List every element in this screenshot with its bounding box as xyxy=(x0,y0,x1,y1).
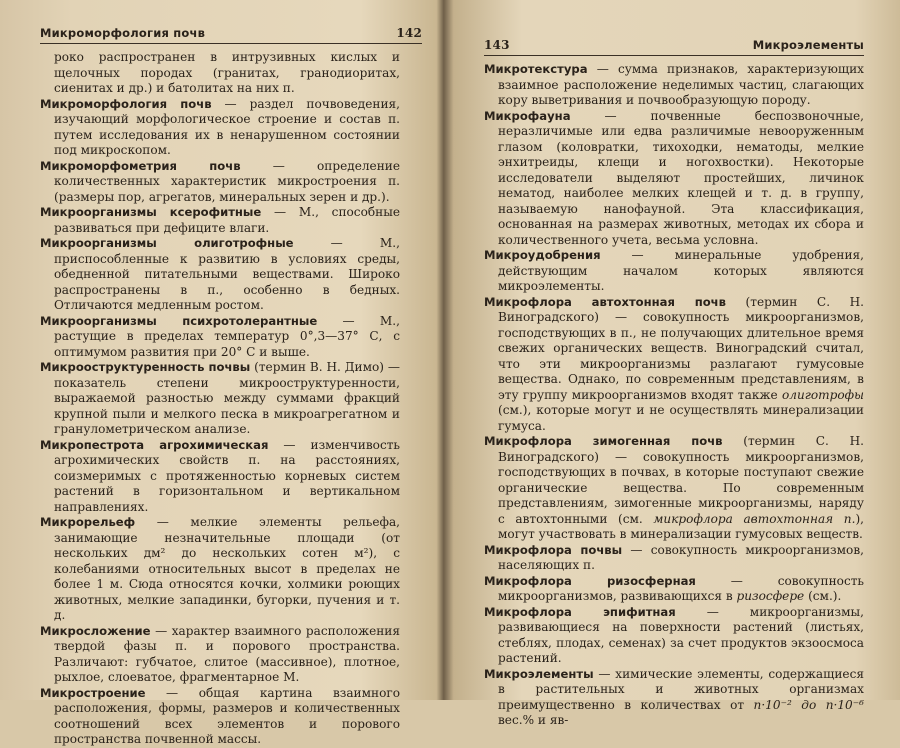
entry-definition-tail: ), могут участвовать в минерализации гумусовых веществ. xyxy=(498,511,865,541)
entry-term: Микрооструктуренность почвы xyxy=(40,360,251,374)
left-page xyxy=(0,0,440,746)
entry-term: Микроэлементы xyxy=(484,666,594,681)
entry-definition: — совокупность микроорганизмов, населяющих п. xyxy=(498,542,864,572)
dictionary-entry xyxy=(484,295,864,435)
dictionary-entry xyxy=(40,97,400,159)
entry-cross-reference: олиготрофы xyxy=(782,387,864,402)
entry-definition: — совокупность микроорганизмов, развивающихся в xyxy=(498,573,864,603)
entry-term: Микросложение xyxy=(40,623,151,638)
right-running-head xyxy=(484,38,864,56)
entry-term: Микростроение xyxy=(40,685,146,700)
dictionary-entry xyxy=(40,236,400,314)
dictionary-entry xyxy=(40,159,400,206)
right-page-number: 143 xyxy=(484,38,510,52)
dictionary-entry xyxy=(484,109,864,249)
entry-term: Микроорганизмы олиготрофные xyxy=(40,236,294,250)
entry-term: Микроорганизмы психротолерантные xyxy=(40,313,318,328)
right-running-title: Микроэлементы xyxy=(752,38,864,52)
entry-definition: — М., способные развиваться при дефиците влаги. xyxy=(54,205,400,235)
entry-term: Микрофлора зимогенная почв xyxy=(484,434,723,448)
dictionary-entry xyxy=(40,360,400,438)
entry-definition-tail: (см.), которые могут и не осуществлять минерализации гумуса. xyxy=(498,403,864,433)
dictionary-entry xyxy=(40,438,400,516)
entry-definition-tail: вес.% и яв- xyxy=(498,713,569,727)
entry-definition: — характер взаимного расположения твердой фазы п. и порового пространства. Различают: губчатое, слитое (массивное), плотное, рыхлое, слоеватое, фрагментарное М. xyxy=(54,623,400,684)
entry-cross-reference: микрофлора автохтонная п. xyxy=(653,511,856,526)
dictionary-entry xyxy=(40,515,400,624)
entry-term: Микрорельеф xyxy=(40,515,136,529)
left-running-head xyxy=(40,26,422,44)
continuation-paragraph: роко распространен в интрузивных кислых и щелочных породах (гранитах, гранодиоритах, сиенитах и др.) и батолитах на них п. xyxy=(54,50,400,95)
entry-term: Микрофлора почвы xyxy=(484,542,623,557)
entry-term: Микрофлора ризосферная xyxy=(484,573,696,588)
entry-definition: — минеральные удобрения, действующим началом которых являются микроэлементы. xyxy=(498,248,864,293)
dictionary-entry xyxy=(484,574,864,605)
left-text-column xyxy=(40,50,422,748)
dictionary-entry xyxy=(40,314,400,361)
entry-definition-tail: (см.). xyxy=(804,589,842,603)
entry-definition: — изменчивость агрохимических свойств п. на расстояниях, соизмеримых с протяженностью корневых систем растений в горизонтальном и вертикальном направлениях. xyxy=(54,437,400,514)
entry-term: Микроорганизмы ксерофитные xyxy=(40,205,262,219)
entry-definition: — мелкие элементы рельефа, занимающие незначительные площади (от нескольких дм² до нескольких сотен м²), с колебаниями относительных высот в пределах не более 1 м. Сюда относятся кочки, холмики роющих животных, мелкие западинки, бугорки, пучения и т. д. xyxy=(54,515,400,622)
dictionary-entry xyxy=(484,434,864,543)
entry-formula: n·10⁻² до n·10⁻⁶ xyxy=(753,697,864,712)
entry-definition: (термин В. Н. Димо) — показатель степени микрооструктуренности, выражаемой разностью между суммами фракций крупной пыли и мелкого песка в микроагрегатном и гранулометрическом анализе. xyxy=(54,360,400,436)
entry-term: Микроудобрения xyxy=(484,248,601,262)
right-page xyxy=(458,0,900,727)
right-text-column xyxy=(484,62,864,729)
entry-term: Микропестрота агрохимическая xyxy=(40,437,269,452)
dictionary-entry xyxy=(40,205,400,236)
entry-definition: (термин С. Н. Виноградского) — совокупность микроорганизмов, господствующих в п., не получающих длительное время свежих органических веществ. Виноградский считал, что эти микроорганизмы разлагают гумусовые вещества. Однако, по современным представлениям, в эту группу микроорганизмов входят также xyxy=(498,294,864,402)
dictionary-entry xyxy=(40,624,400,686)
left-page-number: 142 xyxy=(396,26,422,40)
left-running-title: Микроморфология почв xyxy=(40,26,206,40)
dictionary-entry xyxy=(484,543,864,574)
dictionary-entry xyxy=(484,605,864,667)
entry-term: Микротекстура xyxy=(484,62,588,76)
entry-definition: (термин С. Н. Виноградского) — совокупность микроорганизмов, господствующих в почвах, в которые поступают свежие органические вещества. По современным представлениям, зимогенные микроорганизмы, наряду с автохтонными (см. xyxy=(498,434,865,526)
entry-definition: — раздел почвоведения, изучающий морфологическое строение и состав п. путем исследования их в ненарушенном состоянии под микроскопом. xyxy=(54,96,400,157)
entry-definition: — сумма признаков, характеризующих взаимное расположение неделимых частиц, слагающих кору выветривания и почвообразующую породу. xyxy=(498,62,864,107)
entry-definition: — микроорганизмы, развивающиеся на поверхности растений (листьях, стеблях, плодах, семенах) за счет продуктов экзоосмоса растений. xyxy=(498,604,864,665)
entry-definition: — М., растущие в пределах температур 0°,3—37° С, с оптимумом развития при 20° С и выше. xyxy=(54,313,400,359)
entry-term: Микроморфометрия почв xyxy=(40,158,241,173)
entry-definition: — химические элементы, содержащиеся в растительных и животных организмах преимущественно в количествах от xyxy=(498,666,864,712)
entry-term: Микрофлора автохтонная почв xyxy=(484,294,726,309)
dictionary-entry xyxy=(40,686,400,748)
entry-term: Микрофауна xyxy=(484,108,571,123)
entry-definition: — определение количественных характеристик микростроения п. (размеры пор, агрегатов, минеральных зерен и др.). xyxy=(54,158,400,204)
entry-definition: — М., приспособленные к развитию в условиях среды, обедненной питательными веществами. Широко распространены в п., особенно в бедных. Отличаются медленным ростом. xyxy=(54,236,400,312)
entry-definition: — общая картина взаимного расположения, формы, размеров и количественных соотношений всех элементов и порового пространства почвенной массы. xyxy=(54,685,400,746)
entry-term: Микрофлора эпифитная xyxy=(484,604,676,619)
dictionary-entry xyxy=(484,248,864,295)
entry-term: Микроморфология почв xyxy=(40,96,212,111)
dictionary-entry xyxy=(484,667,864,729)
entry-cross-reference: ризосфере xyxy=(736,589,805,603)
dictionary-entry xyxy=(484,62,864,109)
entry-definition: — почвенные беспозвоночные, неразличимые или едва различимые невооруженным глазом (коловратки, тихоходки, нематоды, мелкие энхитреиды, клещи и ногохвостки). Некоторые исследователи выделяют простейших, личинок нематод, наиболее мелких клещей и т. д. в группу, называемую нанофауной. Эта классификация, основанная на размерах животных, методах их сбора и количественного учета, весьма условна. xyxy=(498,108,864,247)
